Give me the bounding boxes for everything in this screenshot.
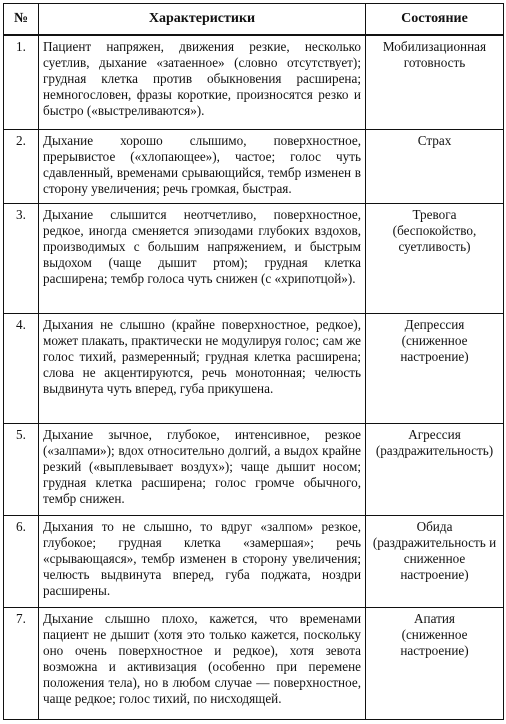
row-characteristics: Пациент напряжен, движения резкие, несколько суетлив, дыхание «затаенное» (словно отсутствует); грудная клетка против обыкновения расширена; немногословен, фразы короткие, произносятся резко и быстро («выстреливаются»). [39,35,366,129]
state-note: (раздражительность и сниженное настроение) [372,534,497,582]
row-number: 2. [4,129,39,203]
state-note: (беспокойство, суетливость) [392,222,477,254]
state-name: Мобилизационная готовность [382,39,487,70]
row-number: 3. [4,203,39,313]
row-state [366,423,504,515]
row-characteristics: Дыхание слышно плохо, кажется, что временами пациент не дышит (хотя это только кажется, поскольку оно очень поверхностное и редкое), хотя зевота возможна и активизация (особенно при перемене положения тела), но в любом случае — поверхностное, чаще редкое; голос тихий, по нисходящей. [39,607,366,719]
state-name: Депрессия [404,316,465,332]
header-characteristics: Характеристики [39,4,366,36]
state-note: (раздражительность) [375,442,494,458]
table-row [4,423,504,515]
table-row [4,35,504,129]
row-state [366,607,504,719]
row-characteristics: Дыхание слышится неотчетливо, поверхностное, редкое, иногда сменяется эпизодами глубоких вздохов, производимых с большим напряжением, и быстрым выдохом (чаще дышит ртом); грудная клетка расширена; тембр голоса чуть снижен (с «хрипотцой»). [39,203,366,313]
state-name: Страх [417,132,452,148]
state-name: Тревога [412,206,457,222]
row-state [366,129,504,203]
row-characteristics: Дыхания то не слышно, то вдруг «залпом» резкое, глубокое; грудная клетка «замершая»; речь «срывающаяся», тембр изменен в сторону увеличения; челюсть выдвинута вперед, губа поджата, ноздри расширены. [39,515,366,607]
row-number: 7. [4,607,39,719]
state-note: (сниженное настроение) [400,626,469,658]
table-row [4,203,504,313]
row-number: 4. [4,313,39,423]
row-number: 5. [4,423,39,515]
state-name: Апатия [414,610,455,626]
table-row [4,515,504,607]
table-row [4,129,504,203]
header-state: Состояние [366,4,504,36]
table-row [4,607,504,719]
header-num: № [4,4,39,36]
state-name: Агрессия [408,426,461,442]
row-characteristics: Дыхания не слышно (крайне поверхностное, редкое), может плакать, практически не модулируя голос; сам же голос тихий, размеренный; грудная клетка расширена; слова не акцентируются, речь монотонная; челюсть выдвинута чуть вперед, губа прикушена. [39,313,366,423]
row-state [366,313,504,423]
state-note: (сниженное настроение) [400,332,469,364]
row-characteristics: Дыхание хорошо слышимо, поверхностное, прерывистое («хлопающее»), частое; голос чуть сдавленный, временами срывающийся, тембр изменен в сторону увеличения; речь громкая, быстрая. [39,129,366,203]
row-state [366,203,504,313]
row-state [366,515,504,607]
header-row [4,4,504,36]
table-row [4,313,504,423]
state-name: Обида [416,518,453,534]
row-characteristics: Дыхание зычное, глубокое, интенсивное, резкое («залпами»); вдох относительно долгий, а выдох крайне резкий («выплевывает воздух»); чаще дышит носом; грудная клетка расширена; голос громче обычного, тембр снижен. [39,423,366,515]
row-state [366,35,504,129]
row-number: 1. [4,35,39,129]
states-table [3,3,504,720]
row-number: 6. [4,515,39,607]
